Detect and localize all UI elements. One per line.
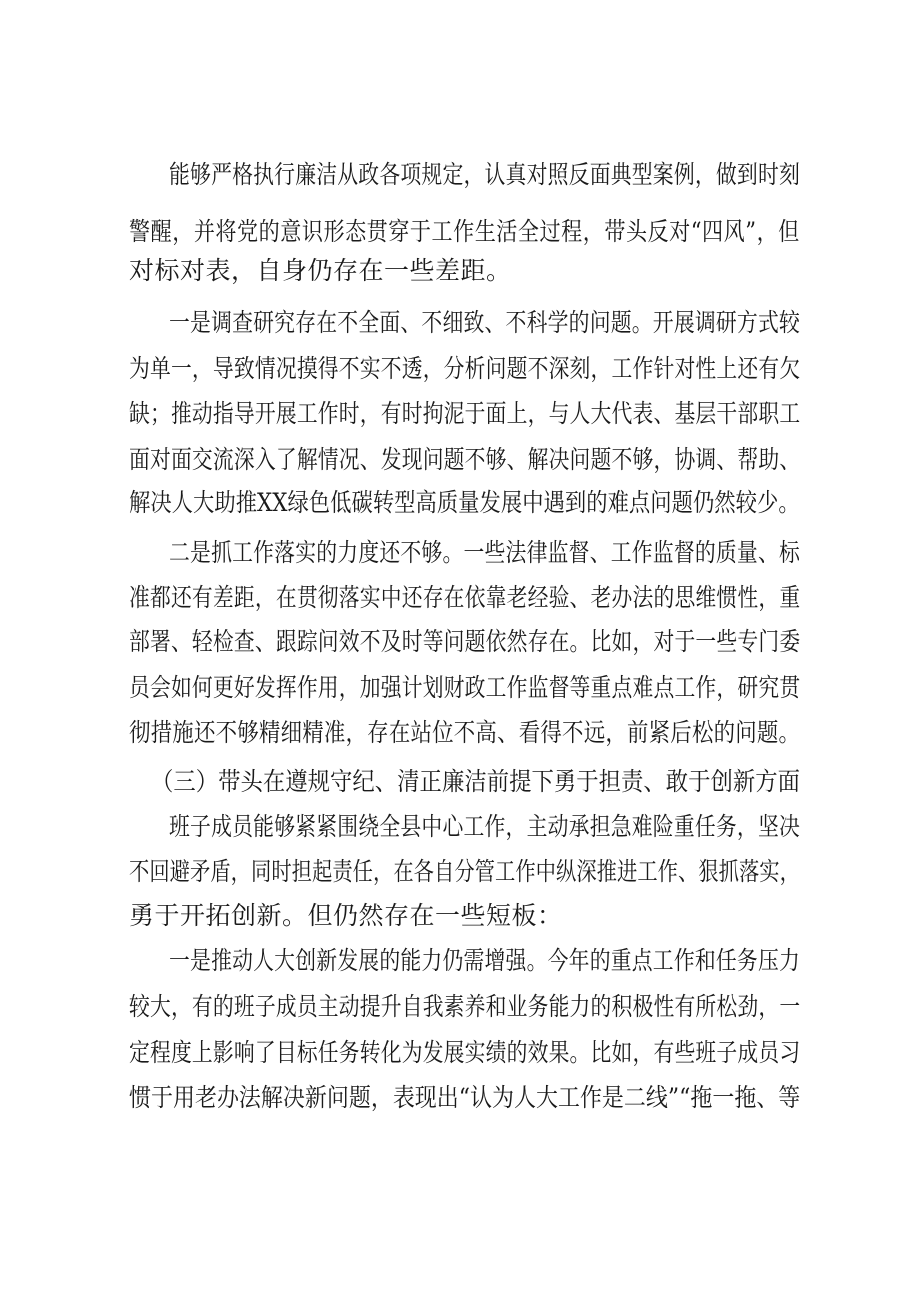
text-line: 勇于开拓创新。但仍然存在一些短板： [129, 901, 563, 930]
text-line: 员会如何更好发挥作用，加强计划财政工作监督等重点难点工作，研究贯 [129, 673, 801, 702]
text-line: 不回避矛盾，同时担起责任，在各自分管工作中纵深推进工作、狠抓落实， [129, 857, 800, 886]
text-line: 一是调查研究存在不全面、不细致、不科学的问题。开展调研方式较 [169, 308, 801, 337]
text-line: 对标对表，自身仍存在一些差距。 [129, 256, 512, 285]
text-line: 准都还有差距，在贯彻落实中还存在依靠老经验、老办法的思维惯性，重 [129, 583, 801, 612]
text-line: 惯于用老办法解决新问题，表现出“认为人大工作是二线”“拖一拖、等 [129, 1083, 801, 1112]
text-line: 班子成员能够紧紧围绕全县中心工作，主动承担急难险重任务，坚决 [169, 812, 801, 841]
text-line: 部署、轻检查、跟踪问效不及时等问题依然存在。比如，对于一些专门委 [129, 627, 801, 656]
text-line: 缺；推动指导开展工作时，有时拘泥于面上，与人大代表、基层干部职工 [129, 399, 801, 428]
text-line: 解决人大助推XX绿色低碳转型高质量发展中遇到的难点问题仍然较少。 [129, 488, 800, 517]
text-line: 较大，有的班子成员主动提升自我素养和业务能力的积极性有所松劲，一 [129, 992, 801, 1021]
text-line: 能够严格执行廉洁从政各项规定，认真对照反面典型案例，做到时刻 [169, 160, 801, 189]
text-line: 警醒，并将党的意识形态贯穿于工作生活全过程，带头反对“四风”，但 [129, 217, 800, 246]
text-line: 面对面交流深入了解情况、发现问题不够、解决问题不够，协调、帮助、 [129, 445, 801, 474]
text-line: 彻措施还不够精细精准，存在站位不高、看得不远，前紧后松的问题。 [129, 718, 801, 747]
text-line: 定程度上影响了目标任务转化为发展实绩的效果。比如，有些班子成员习 [129, 1038, 801, 1067]
section-heading: （三）带头在遵规守纪、清正廉洁前提下勇于担责、敢于创新方面 [151, 767, 801, 796]
text-line: 二是抓工作落实的力度还不够。一些法律监督、工作监督的质量、标 [169, 538, 801, 567]
text-line: 为单一，导致情况摸得不实不透，分析问题不深刻，工作针对性上还有欠 [129, 354, 801, 383]
text-line: 一是推动人大创新发展的能力仍需增强。今年的重点工作和任务压力 [169, 946, 801, 975]
